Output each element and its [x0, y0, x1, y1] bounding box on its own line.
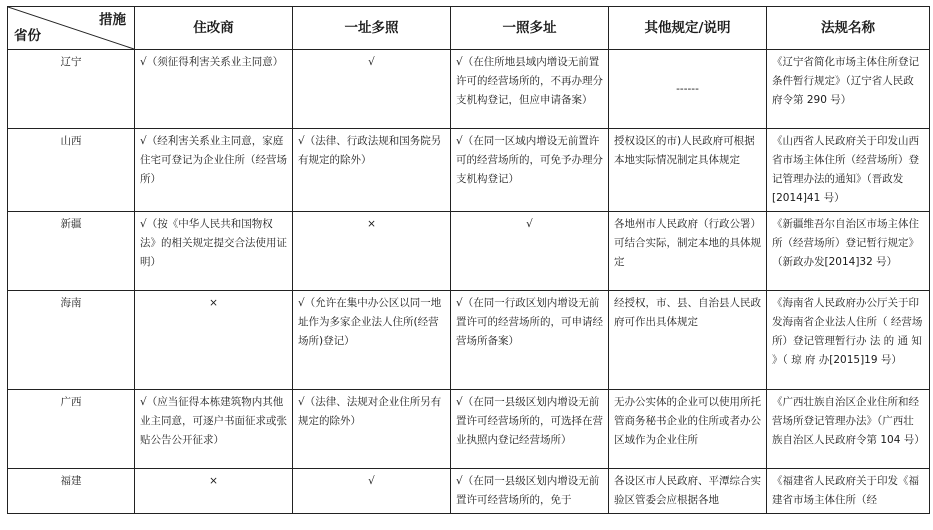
yizhaoduozhi-cell: √ — [451, 212, 609, 291]
yizhaoduozhi-cell: √（在住所地县域内增设无前置许可的经营场所的，不再办理分支机构登记，但应申请备案） — [451, 50, 609, 129]
other-cell: 各设区市人民政府、平潭综合实验区管委会应根据各地 — [609, 469, 767, 514]
other-cell: 经授权，市、县、自治县人民政府可作出具体规定 — [609, 291, 767, 390]
other-cell: ------ — [609, 50, 767, 129]
yizhaoduozhi-cell: √（在同一县级区划内增设无前置许可经营场所的，可选择在营业执照内登记经营场所） — [451, 390, 609, 469]
other-cell: 各地州市人民政府（行政公署）可结合实际，制定本地的具体规定 — [609, 212, 767, 291]
province-cell: 海南 — [8, 291, 135, 390]
province-cell: 福建 — [8, 469, 135, 514]
yizhiduozhao-cell: √（允许在集中办公区以同一地址作为多家企业法人住所(经营场所)登记） — [293, 291, 451, 390]
law-cell: 《新疆维吾尔自治区市场主体住所（经营场所）登记暂行规定》（新政办发[2014]32 号） — [767, 212, 930, 291]
zhugaishang-cell: √（经利害关系业主同意，家庭住宅可登记为企业住所（经营场所） — [135, 129, 293, 212]
province-cell: 广西 — [8, 390, 135, 469]
other-cell: 授权设区的市)人民政府可根据本地实际情况制定具体规定 — [609, 129, 767, 212]
col-header-yizhiduozhao: 一址多照 — [293, 7, 451, 50]
zhugaishang-cell: √（应当征得本栋建筑物内其他业主同意，可逐户书面征求或张贴公告公开征求） — [135, 390, 293, 469]
col-header-other: 其他规定/说明 — [609, 7, 767, 50]
table-row — [8, 291, 930, 390]
col-header-law: 法规名称 — [767, 7, 930, 50]
yizhiduozhao-cell: √ — [293, 50, 451, 129]
province-cell: 新疆 — [8, 212, 135, 291]
yizhaoduozhi-cell: √（在同一区域内增设无前置许可的经营场所的，可免予办理分支机构登记） — [451, 129, 609, 212]
yizhiduozhao-cell: √（法律、行政法规和国务院另有规定的除外） — [293, 129, 451, 212]
law-cell: 《山西省人民政府关于印发山西省市场主体住所（经营场所）登记管理办法的通知》（晋政发[2014]41 号） — [767, 129, 930, 212]
regulation-table — [7, 6, 930, 514]
zhugaishang-cell: × — [135, 291, 293, 390]
col-header-yizhaoduozhi: 一照多址 — [451, 7, 609, 50]
col-header-zhugaishang: 住改商 — [135, 7, 293, 50]
zhugaishang-cell: √（须征得利害关系业主同意） — [135, 50, 293, 129]
corner-label-measures: 措施 — [99, 12, 126, 28]
law-cell: 《广西壮族自治区企业住所和经营场所登记管理办法》（广西壮族自治区人民政府令第 104 号） — [767, 390, 930, 469]
table-row — [8, 212, 930, 291]
yizhaoduozhi-cell: √（在同一县级区划内增设无前置许可经营场所的，免于 — [451, 469, 609, 514]
zhugaishang-cell: √（按《中华人民共和国物权法》的相关规定提交合法使用证明） — [135, 212, 293, 291]
other-cell: 无办公实体的企业可以使用所托管商务秘书企业的住所或者办公区域作为企业住所 — [609, 390, 767, 469]
law-cell: 《福建省人民政府关于印发《福建省市场主体住所（经 — [767, 469, 930, 514]
table-row — [8, 129, 930, 212]
table-row — [8, 469, 930, 514]
header-row — [8, 7, 930, 50]
table-row — [8, 390, 930, 469]
yizhiduozhao-cell: √（法律、法规对企业住所另有规定的除外） — [293, 390, 451, 469]
corner-header — [8, 7, 135, 50]
yizhiduozhao-cell: √ — [293, 469, 451, 514]
corner-label-province: 省份 — [14, 28, 41, 44]
province-cell: 山西 — [8, 129, 135, 212]
law-cell: 《辽宁省简化市场主体住所登记条件暂行规定》（辽宁省人民政府令第 290 号） — [767, 50, 930, 129]
zhugaishang-cell: × — [135, 469, 293, 514]
yizhiduozhao-cell: × — [293, 212, 451, 291]
table-row — [8, 50, 930, 129]
province-cell: 辽宁 — [8, 50, 135, 129]
law-cell: 《海南省人民政府办公厅关于印发海南省企业法人住所（ 经营场所）登记管理暂行办 法 的 通 知 》（ 琼 府 办[2015]19 号） — [767, 291, 930, 390]
yizhaoduozhi-cell: √（在同一行政区划内增设无前置许可的经营场所的，可申请经营场所备案） — [451, 291, 609, 390]
